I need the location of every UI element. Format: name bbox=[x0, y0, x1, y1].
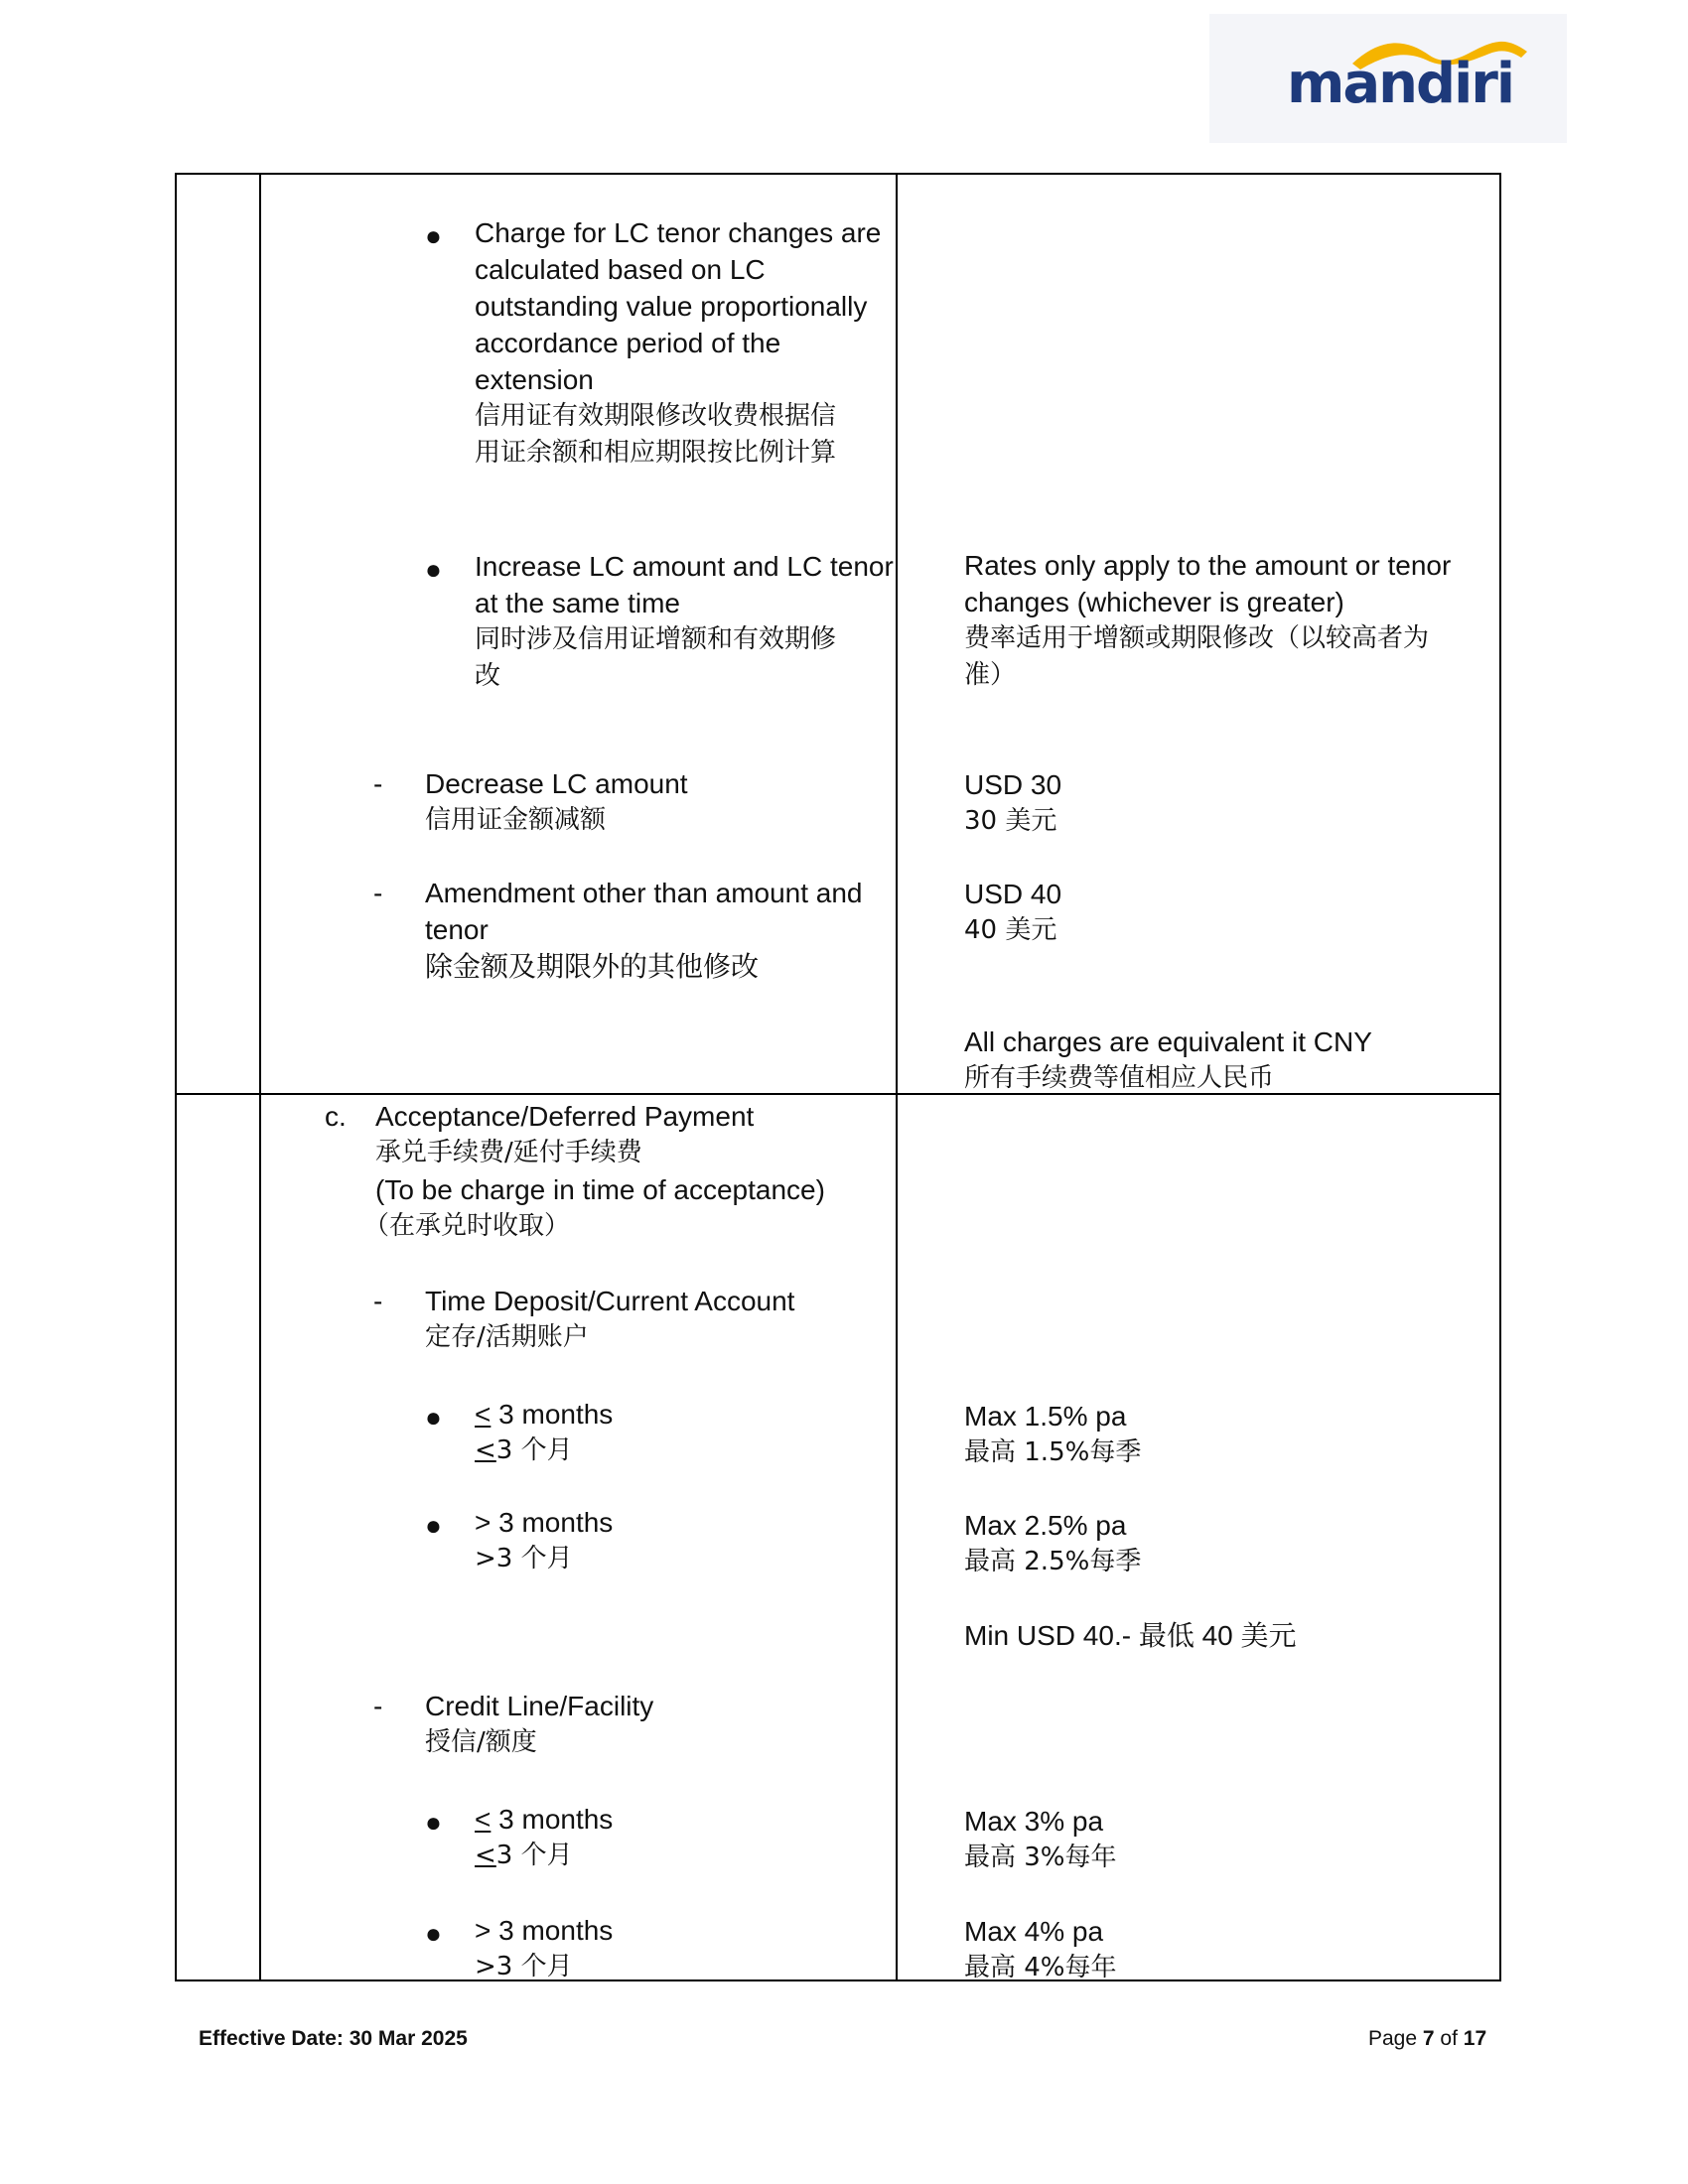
increase-both-cn: 同时涉及信用证增额和有效期修 bbox=[475, 624, 837, 654]
cl-le3-cn-text: 3 个月 bbox=[495, 1841, 573, 1870]
section-subtitle: (To be charge in time of acceptance) bbox=[375, 1174, 825, 1205]
dash-marker: - bbox=[373, 878, 383, 908]
td-gt3-label: > 3 months bbox=[475, 1507, 614, 1538]
cl-le3-cn bbox=[475, 1838, 573, 1874]
mandiri-logo-text: mandiri bbox=[1287, 52, 1514, 116]
td-le3-label bbox=[475, 1396, 613, 1433]
increase-both-rate: Rates only apply to the amount or tenor bbox=[964, 550, 1452, 581]
td-gt3-rate: Max 2.5% pa bbox=[964, 1510, 1127, 1541]
tenor-change-line: accordance period of the bbox=[475, 328, 781, 358]
time-deposit-cn: 定存/活期账户 bbox=[425, 1322, 589, 1352]
effective-date: Effective Date: 30 Mar 2025 bbox=[199, 2027, 468, 2050]
increase-both-rate: changes (whichever is greater) bbox=[964, 587, 1344, 617]
section-subtitle-cn: （在承兑时收取） bbox=[363, 1211, 571, 1241]
time-deposit-label: Time Deposit/Current Account bbox=[425, 1286, 795, 1316]
tenor-change-line: Charge for LC tenor changes are bbox=[475, 217, 882, 248]
other-amendment-line: Amendment other than amount and bbox=[425, 878, 863, 908]
cl-le3-rate-cn: 最高 3%每年 bbox=[964, 1843, 1117, 1872]
increase-both-line: at the same time bbox=[475, 588, 680, 618]
credit-line-label: Credit Line/Facility bbox=[425, 1691, 654, 1721]
page-total: 17 bbox=[1463, 2027, 1487, 2050]
decrease-cn: 信用证金额减额 bbox=[425, 805, 607, 835]
section-title-cn: 承兑手续费/延付手续费 bbox=[375, 1138, 642, 1167]
cl-le3-text: 3 months bbox=[491, 1804, 614, 1835]
td-gt3-rate-cn: 最高 2.5%每季 bbox=[964, 1547, 1142, 1576]
less-equal-symbol: < bbox=[475, 1399, 492, 1430]
page-number bbox=[1368, 2027, 1486, 2051]
increase-both-line: Increase LC amount and LC tenor bbox=[475, 551, 894, 582]
bullet-icon: ● bbox=[425, 1402, 442, 1433]
td-minimum: Min USD 40.- 最低 40 美元 bbox=[964, 1620, 1297, 1651]
td-le3-cn-text: 3 个月 bbox=[495, 1435, 573, 1465]
tenor-change-line: calculated based on LC bbox=[475, 254, 766, 285]
column-divider-2 bbox=[896, 173, 898, 1981]
less-equal-symbol: < bbox=[475, 1841, 496, 1870]
td-gt3-cn: >3 个月 bbox=[475, 1544, 573, 1573]
tenor-change-line: extension bbox=[475, 364, 594, 395]
bullet-icon: ● bbox=[425, 1918, 442, 1949]
other-amendment-fee-cn: 40 美元 bbox=[964, 915, 1057, 945]
td-le3-rate-cn: 最高 1.5%每季 bbox=[964, 1437, 1142, 1467]
cl-gt3-cn: >3 个月 bbox=[475, 1952, 573, 1981]
section-title: Acceptance/Deferred Payment bbox=[375, 1101, 755, 1132]
tenor-change-line: outstanding value proportionally bbox=[475, 291, 868, 322]
page-mid: of bbox=[1434, 2027, 1464, 2050]
dash-marker: - bbox=[373, 1286, 383, 1316]
cl-le3-label bbox=[475, 1801, 613, 1838]
increase-both-rate-cn: 准） bbox=[964, 660, 1017, 690]
page-current: 7 bbox=[1422, 2027, 1435, 2050]
decrease-label: Decrease LC amount bbox=[425, 768, 688, 799]
column-divider-1 bbox=[259, 173, 261, 1981]
bullet-icon: ● bbox=[425, 1510, 442, 1541]
other-amendment-cn: 除金额及期限外的其他修改 bbox=[425, 950, 760, 983]
td-le3-text: 3 months bbox=[491, 1399, 614, 1430]
section-letter: c. bbox=[325, 1101, 347, 1132]
row-divider bbox=[175, 1093, 1501, 1095]
cl-gt3-rate-cn: 最高 4%每年 bbox=[964, 1953, 1117, 1982]
tenor-change-cn: 信用证有效期限修改收费根据信 bbox=[475, 401, 837, 431]
decrease-fee: USD 30 bbox=[964, 769, 1062, 800]
less-equal-symbol: < bbox=[475, 1435, 496, 1465]
dash-marker: - bbox=[373, 768, 383, 799]
bullet-icon: ● bbox=[425, 220, 442, 251]
page-prefix: Page bbox=[1368, 2027, 1423, 2050]
decrease-fee-cn: 30 美元 bbox=[964, 806, 1057, 836]
tenor-change-cn: 用证余额和相应期限按比例计算 bbox=[475, 438, 837, 468]
increase-both-rate-cn: 费率适用于增额或期限修改（以较高者为 bbox=[964, 623, 1430, 653]
dash-marker: - bbox=[373, 1691, 383, 1721]
credit-line-cn: 授信/额度 bbox=[425, 1727, 537, 1757]
increase-both-cn: 改 bbox=[475, 661, 501, 691]
bullet-icon: ● bbox=[425, 1807, 442, 1838]
cl-gt3-rate: Max 4% pa bbox=[964, 1916, 1104, 1947]
cny-note: All charges are equivalent it CNY bbox=[964, 1026, 1372, 1057]
other-amendment-line: tenor bbox=[425, 914, 489, 945]
cl-gt3-label: > 3 months bbox=[475, 1915, 614, 1946]
td-le3-cn bbox=[475, 1433, 573, 1469]
other-amendment-fee: USD 40 bbox=[964, 879, 1062, 909]
td-le3-rate: Max 1.5% pa bbox=[964, 1401, 1127, 1432]
cny-note-cn: 所有手续费等值相应人民币 bbox=[964, 1063, 1275, 1093]
less-equal-symbol: < bbox=[475, 1804, 492, 1835]
cl-le3-rate: Max 3% pa bbox=[964, 1806, 1104, 1837]
bullet-icon: ● bbox=[425, 554, 442, 585]
